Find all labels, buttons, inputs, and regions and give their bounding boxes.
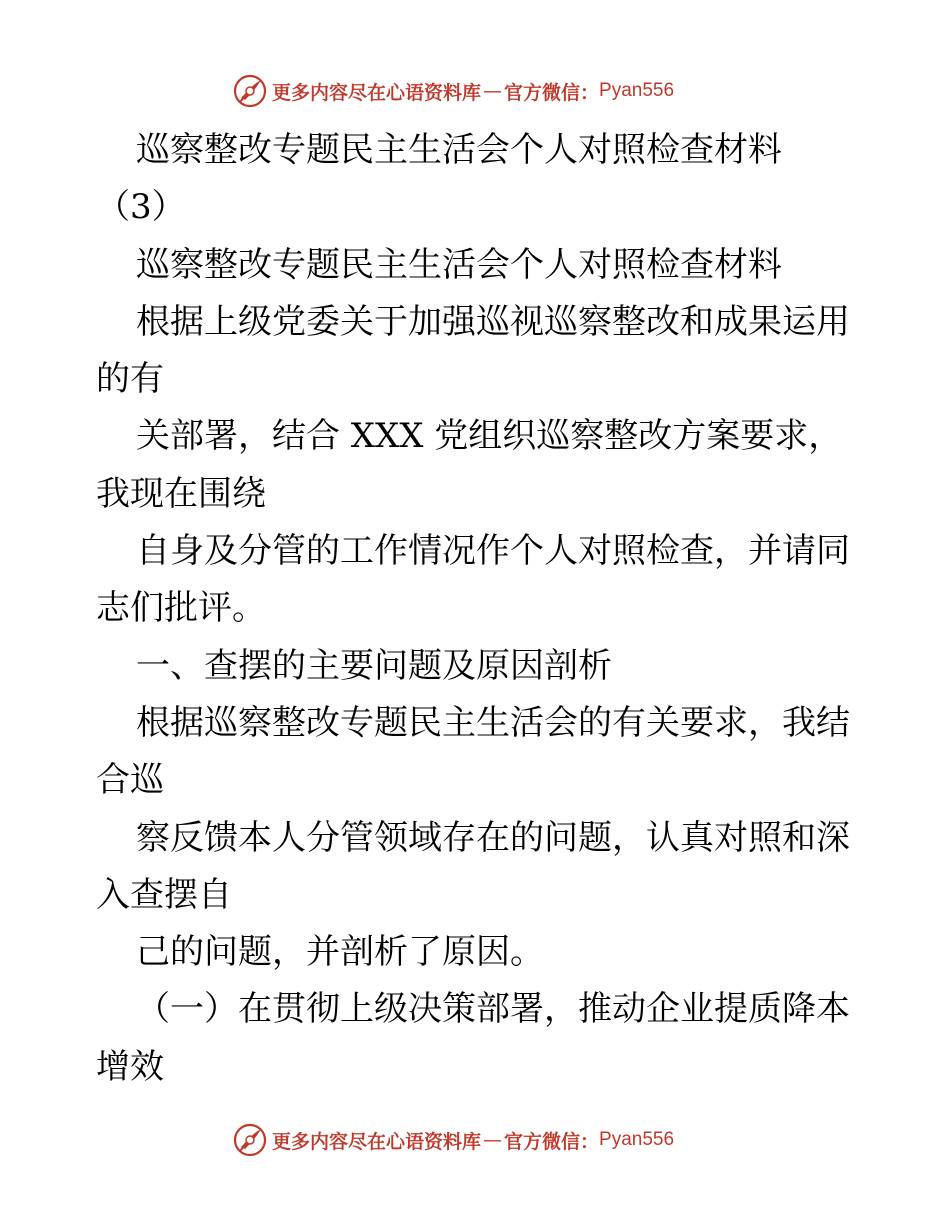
paragraph-line: 根据巡察整改专题民主生活会的有关要求，我结 <box>136 702 850 743</box>
watermark-separator: — <box>483 1129 503 1151</box>
paragraph-line: 我现在围绕 <box>96 473 266 514</box>
quill-logo-icon <box>232 73 268 109</box>
paragraph-line: 合巡 <box>96 760 164 801</box>
quill-logo-icon <box>232 1122 268 1158</box>
paragraph-line: 察反馈本人分管领域存在的问题，认真对照和深 <box>136 817 850 858</box>
paragraph-line: 根据上级党委关于加强巡视巡察整改和成果运用 <box>136 301 850 342</box>
watermark-wechat-label: 官方微信： <box>504 1130 600 1153</box>
watermark-wechat-id: Pyan556 <box>599 1129 675 1150</box>
paragraph-line: 入查摆自 <box>96 874 232 915</box>
paragraph-line: 巡察整改专题民主生活会个人对照检查材料 <box>136 130 782 170</box>
paragraph-line: 关部署，结合 XXX 党组织巡察整改方案要求， <box>136 416 843 457</box>
paragraph-line: 自身及分管的工作情况作个人对照检查，并请同 <box>136 531 850 572</box>
paragraph-line: 志们批评。 <box>96 588 266 629</box>
header-watermark <box>232 71 674 111</box>
watermark-text: 更多内容尽在心语资料库 <box>272 1130 482 1153</box>
watermark-wechat-id: Pyan556 <box>599 80 675 101</box>
paragraph-line: 的有 <box>96 359 164 400</box>
document-body <box>96 122 856 1096</box>
paragraph-line: 巡察整改专题民主生活会个人对照检查材料 <box>136 244 782 285</box>
paragraph-line: 己的问题，并剖析了原因。 <box>136 932 544 973</box>
paragraph-line: 增效 <box>96 1046 164 1087</box>
footer-watermark <box>232 1120 674 1160</box>
watermark-separator: — <box>483 80 503 102</box>
subsection-heading: （一）在贯彻上级决策部署，推动企业提质降本 <box>136 989 850 1030</box>
watermark-wechat-label: 官方微信： <box>504 81 600 104</box>
section-heading: 一、查摆的主要问题及原因剖析 <box>136 645 612 686</box>
watermark-text: 更多内容尽在心语资料库 <box>272 81 482 104</box>
paragraph-line: （3） <box>96 187 186 228</box>
